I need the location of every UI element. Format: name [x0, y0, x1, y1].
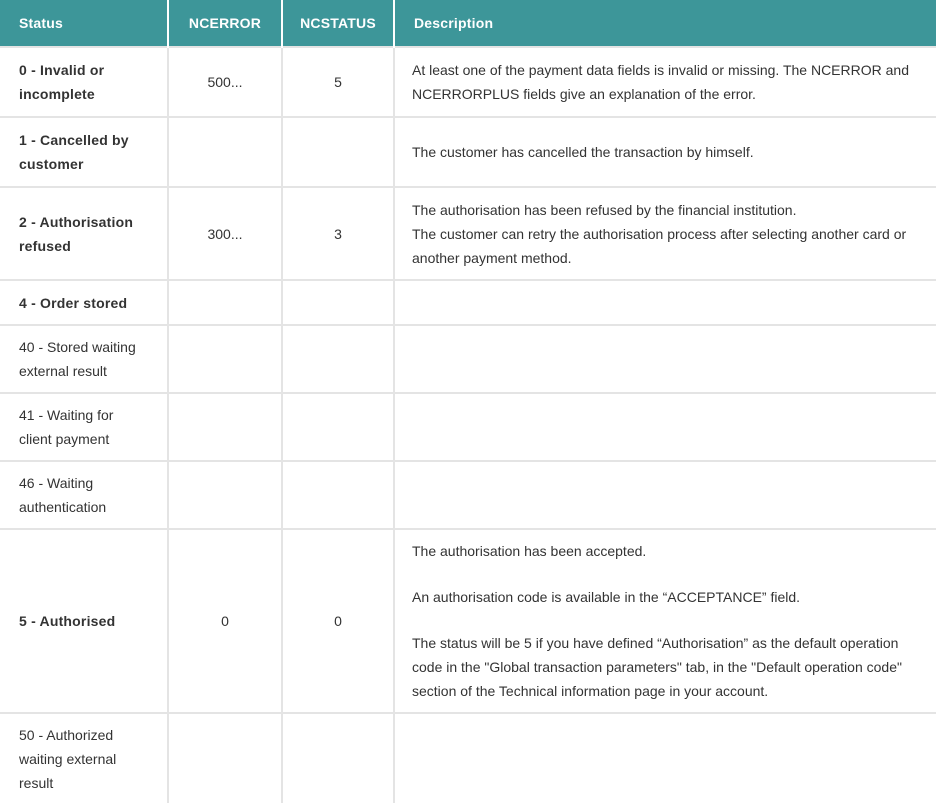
ncerror-cell [168, 325, 282, 393]
table-row [0, 325, 936, 393]
ncstatus-cell [282, 280, 394, 325]
ncstatus-cell: 3 [282, 187, 394, 280]
table-row [0, 393, 936, 461]
description-cell [394, 713, 936, 803]
ncstatus-cell [282, 393, 394, 461]
header-status: Status [0, 0, 168, 47]
ncstatus-cell [282, 117, 394, 187]
header-ncerror: NCERROR [168, 0, 282, 47]
status-cell: 2 - Authorisation refused [0, 187, 168, 280]
table-row [0, 187, 936, 280]
description-cell [394, 47, 936, 117]
ncstatus-cell: 5 [282, 47, 394, 117]
table-body [0, 47, 936, 803]
table-row [0, 117, 936, 187]
ncstatus-cell [282, 325, 394, 393]
status-cell: 4 - Order stored [0, 280, 168, 325]
ncstatus-cell [282, 461, 394, 529]
description-text: The customer has cancelled the transaction by himself. [412, 144, 754, 160]
description-cell [394, 117, 936, 187]
ncerror-cell [168, 713, 282, 803]
status-cell: 50 - Authorized waiting external result [0, 713, 168, 803]
status-cell: 0 - Invalid or incomplete [0, 47, 168, 117]
header-ncstatus: NCSTATUS [282, 0, 394, 47]
table-row [0, 529, 936, 713]
table-row [0, 713, 936, 803]
ncerror-cell [168, 461, 282, 529]
header-description: Description [394, 0, 936, 47]
table-header [0, 0, 936, 47]
table-row [0, 47, 936, 117]
status-cell: 40 - Stored waiting external result [0, 325, 168, 393]
description-text: The status will be 5 if you have defined “Authorisation” as the default operation code in the "Global transaction parameters" tab, in the "Default operation code" section of the Technical information page in your account. [412, 635, 902, 699]
description-text: The customer can retry the authorisation process after selecting another card or another payment method. [412, 225, 907, 266]
ncerror-cell: 500... [168, 47, 282, 117]
ncerror-cell: 0 [168, 529, 282, 713]
status-cell: 41 - Waiting for client payment [0, 393, 168, 461]
description-text: The authorisation has been accepted. [412, 543, 647, 559]
ncstatus-cell: 0 [282, 529, 394, 713]
ncerror-cell [168, 280, 282, 325]
description-cell [394, 461, 936, 529]
ncstatus-cell [282, 713, 394, 803]
status-cell: 46 - Waiting authentication [0, 461, 168, 529]
description-text: At least one of the payment data fields is invalid or missing. The NCERROR and NCERRORPLUS fields give an explanation of the error. [412, 62, 909, 102]
description-text: The authorisation has been refused by the financial institution. [412, 201, 797, 218]
description-cell [394, 393, 936, 461]
table-row [0, 461, 936, 529]
description-cell [394, 325, 936, 393]
description-text: An authorisation code is available in the “ACCEPTANCE” field. [412, 589, 801, 605]
description-cell [394, 187, 936, 280]
ncerror-cell [168, 393, 282, 461]
status-cell: 1 - Cancelled by customer [0, 117, 168, 187]
header-row [0, 0, 936, 47]
status-cell: 5 - Authorised [0, 529, 168, 713]
ncerror-cell: 300... [168, 187, 282, 280]
table-row [0, 280, 936, 325]
description-cell [394, 529, 936, 713]
description-cell [394, 280, 936, 325]
ncerror-cell [168, 117, 282, 187]
